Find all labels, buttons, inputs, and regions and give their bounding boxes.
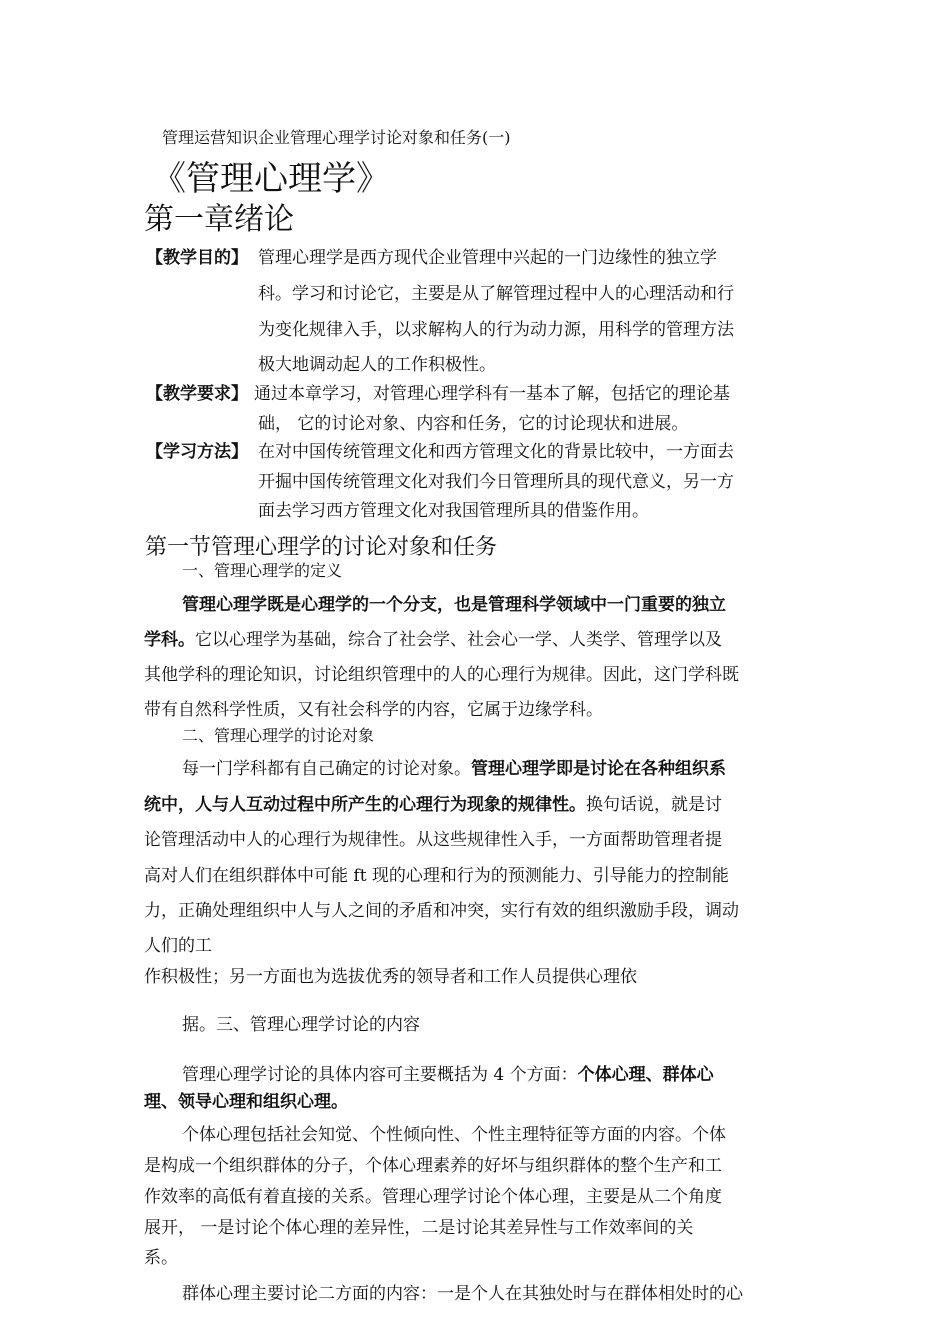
definition-text: 它以心理学为基础，综合了社会学、社会心一学、人类学、管理学以及 (195, 630, 722, 650)
goal-line: 为变化规律入手，以求解构人的行为动力源，用科学的管理方法 (258, 320, 734, 340)
content-bold-text: 个体心理、群体心 (577, 1065, 714, 1085)
individual-line: 个体心理包括社会知觉、个性倾向性、个性主理特征等方面的内容。个体 (182, 1125, 726, 1145)
definition-heading: 一、管理心理学的定义 (182, 561, 343, 580)
content-text: 管理心理学讨论的具体内容可主要概括为 4 个方面： (182, 1065, 578, 1085)
requirement-line: 础， 它的讨论对象、内容和任务，它的讨论现状和进展。 (258, 414, 689, 434)
object-line: 论管理活动中人的心理行为规律性。从这些规律性入手，一方面帮助管理者提 (144, 830, 722, 850)
definition-line: 带有自然科学性质，又有社会科学的内容，它属于边缘学科。 (144, 700, 603, 720)
object-text: 每一门学科都有自己确定的讨论对象。 (182, 759, 471, 779)
method-line: 在对中国传统管理文化和西方管理文化的背景比较中，一方面去 (258, 442, 734, 462)
method-line: 开掘中国传统管理文化对我们今日管理所具的现代意义，另一方 (258, 472, 734, 492)
document-subtitle: 管理运营知识企业管理心理学讨论对象和任务(一) (162, 128, 511, 147)
content-line (182, 1060, 714, 1085)
object-line: 据。三、管理心理学讨论的内容 (182, 1015, 420, 1035)
section-title: 第一节管理心理学的讨论对象和任务 (145, 535, 498, 560)
object-line (144, 790, 722, 815)
chapter-title: 第一章绪论 (144, 202, 294, 237)
individual-line: 作效率的高低有着直接的关系。管理心理学讨论个体心理，主要是从二个角度 (144, 1187, 722, 1207)
object-heading: 二、管理心理学的讨论对象 (182, 726, 375, 745)
goal-line: 管理心理学是西方现代企业管理中兴起的一门边缘性的独立学 (258, 248, 717, 268)
requirement-line: 通过本章学习，对管理心理学科有一基本了解，包括它的理论基 (254, 384, 730, 404)
individual-line: 是构成一个组织群体的分子，个体心理素养的好坏与组织群体的整个生产和工 (144, 1156, 722, 1176)
object-line: 高对人们在组织群体中可能 ft 现的心理和行为的预测能力、引导能力的控制能 (144, 866, 729, 886)
requirement-label: 【教学要求】 (146, 384, 248, 404)
goal-label: 【教学目的】 (146, 248, 248, 268)
definition-line (144, 625, 722, 650)
goal-line: 极大地调动起人的工作积极性。 (258, 355, 496, 375)
object-bold-text: 统中，人与人互动过程中所产生的心理行为现象的规律性。 (144, 795, 586, 815)
object-line: 作积极性；另一方面也为选拔优秀的领导者和工作人员提供心理依 (144, 967, 637, 987)
method-line: 面去学习西方管理文化对我国管理所具的借鉴作用。 (258, 501, 649, 521)
definition-bold-text: 管理心理学既是心理学的一个分支，也是管理科学领域中一门重要的独立 (182, 595, 726, 615)
content-bold-text: 理、领导心理和组织心理。 (144, 1092, 348, 1112)
object-line: 力，正确处理组织中人与人之间的矛盾和冲突，实行有效的组织激励手段，调动 (144, 901, 739, 921)
method-label: 【学习方法】 (146, 442, 248, 462)
group-line: 群体心理主要讨论二方面的内容：一是个人在其独处时与在群体相处时的心 (182, 1284, 743, 1304)
definition-line: 其他学科的理论知识，讨论组织管理中的人的心理行为规律。因此，这门学科既 (144, 665, 739, 685)
book-title: 《管理心理学》 (152, 159, 390, 199)
individual-line: 系。 (144, 1248, 178, 1268)
object-line: 人们的工 (144, 936, 212, 956)
object-line (182, 754, 726, 779)
object-bold-text: 管理心理学即是讨论在各种组织系 (471, 759, 726, 779)
object-text: 换句话说，就是讨 (586, 795, 722, 815)
definition-bold-text: 学科。 (144, 630, 195, 650)
goal-line: 科。学习和讨论它，主要是从了解管理过程中人的心理活动和行 (258, 284, 734, 304)
individual-line: 展开， 一是讨论个体心理的差异性，二是讨论其差异性与工作效率间的关 (144, 1218, 694, 1238)
